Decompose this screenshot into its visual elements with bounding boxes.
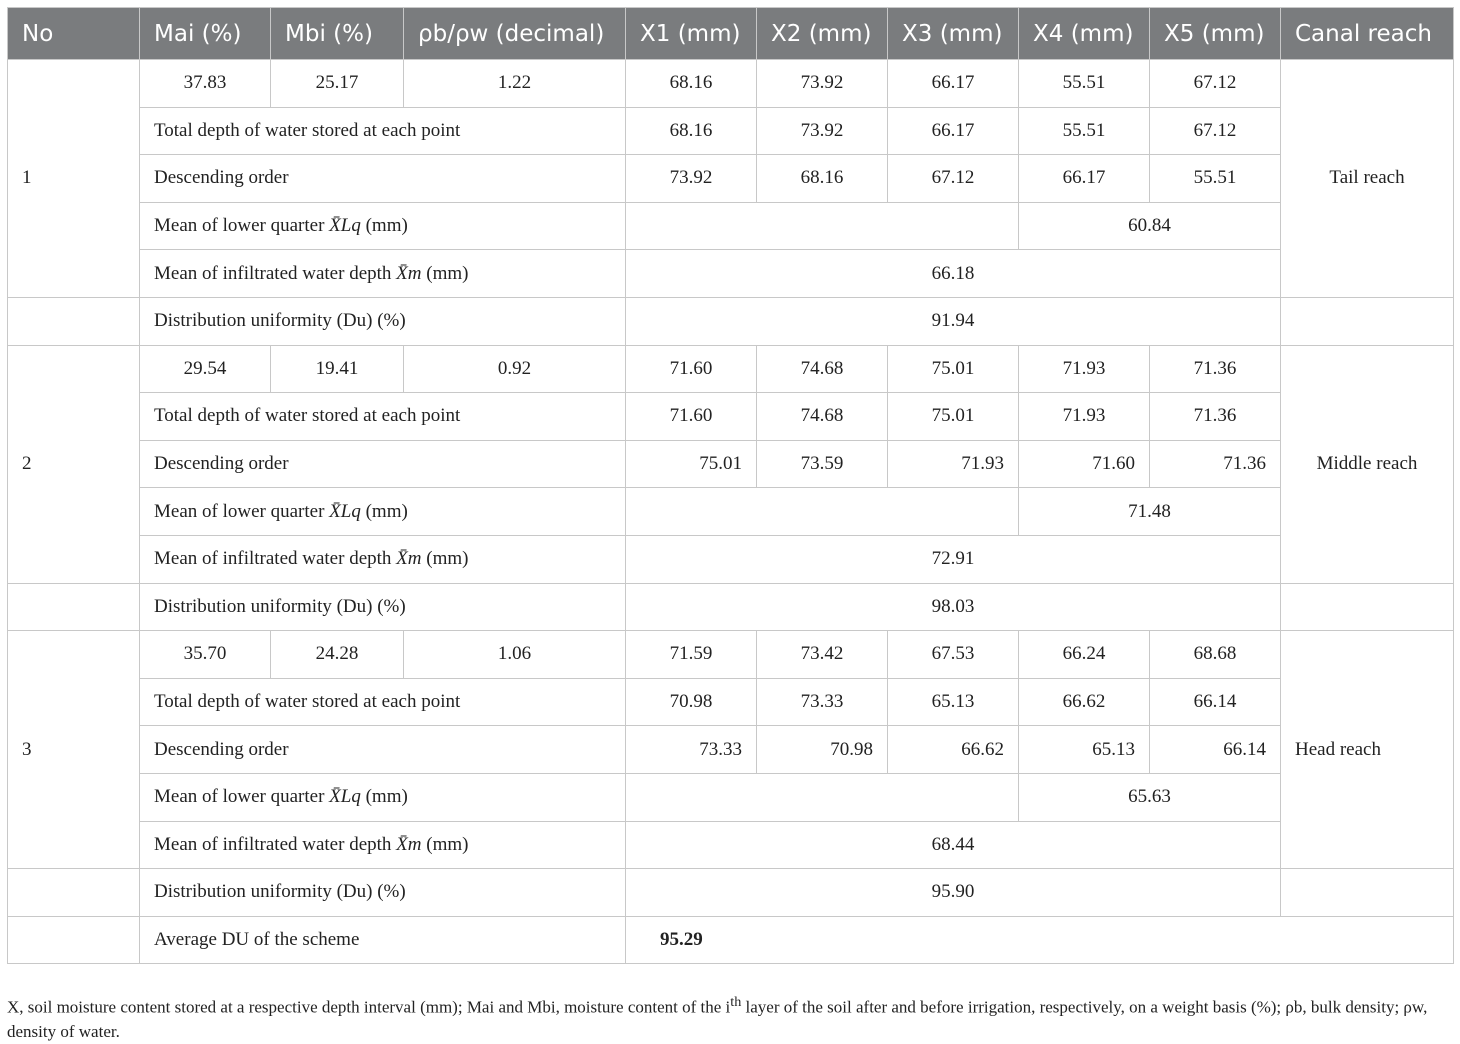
table-row [8, 773, 1454, 821]
infiltrated-label [140, 250, 626, 298]
infiltrated-label-text: Mean of infiltrated water depth [154, 548, 397, 570]
table-row [8, 869, 1454, 917]
empty-cell [8, 297, 140, 345]
footnote-text-2: layer of the soil after and before irrigation, respectively, on a weight basis (%); ρb, bulk density; ρw, density of water. [7, 997, 1428, 1041]
mai-value: 29.54 [140, 345, 271, 393]
rho-value: 1.06 [404, 631, 626, 679]
total-value: 73.33 [757, 678, 888, 726]
canal-reach: Head reach [1281, 631, 1454, 869]
lower-quarter-value: 60.84 [1019, 202, 1281, 250]
header-x5: X5 (mm) [1150, 8, 1281, 60]
lower-quarter-label [140, 488, 626, 536]
mbi-value: 19.41 [271, 345, 404, 393]
descending-value: 73.33 [626, 726, 757, 774]
canal-reach: Middle reach [1281, 345, 1454, 583]
table-row [8, 583, 1454, 631]
empty-cell [8, 916, 140, 964]
table-row [8, 60, 1454, 108]
du-label: Distribution uniformity (Du) (%) [140, 583, 626, 631]
canal-reach: Tail reach [1281, 60, 1454, 298]
du-label: Distribution uniformity (Du) (%) [140, 869, 626, 917]
table-row [8, 488, 1454, 536]
x5-value: 67.12 [1150, 60, 1281, 108]
total-value: 71.36 [1150, 393, 1281, 441]
infiltrated-label [140, 821, 626, 869]
x3-value: 67.53 [888, 631, 1019, 679]
lower-quarter-unit: (mm) [360, 786, 408, 808]
descending-value: 73.92 [626, 155, 757, 203]
x3-value: 66.17 [888, 60, 1019, 108]
rho-value: 1.22 [404, 60, 626, 108]
rho-value: 0.92 [404, 345, 626, 393]
table-row [8, 345, 1454, 393]
descending-value: 75.01 [626, 440, 757, 488]
lower-quarter-label-text: Mean of lower quarter [154, 500, 330, 522]
table-row [8, 916, 1454, 964]
du-value: 95.90 [626, 869, 1281, 917]
header-mbi: Mbi (%) [271, 8, 404, 60]
x2-value: 73.92 [757, 60, 888, 108]
descending-value: 67.12 [888, 155, 1019, 203]
total-depth-label: Total depth of water stored at each point [140, 393, 626, 441]
empty-cell [626, 773, 1019, 821]
empty-cell [626, 202, 1019, 250]
table-row [8, 726, 1454, 774]
header-row [8, 8, 1454, 60]
empty-cell [626, 488, 1019, 536]
lower-quarter-label-text: Mean of lower quarter [154, 786, 330, 808]
infiltrated-unit: (mm) [421, 833, 469, 855]
table-row [8, 202, 1454, 250]
lower-quarter-label [140, 202, 626, 250]
total-value: 67.12 [1150, 107, 1281, 155]
mbi-value: 24.28 [271, 631, 404, 679]
lower-quarter-unit: (mm) [360, 215, 408, 237]
table-row [8, 678, 1454, 726]
infiltrated-label-text: Mean of infiltrated water depth [154, 833, 397, 855]
header-rho: ρb/ρw (decimal) [404, 8, 626, 60]
du-value: 98.03 [626, 583, 1281, 631]
descending-value: 73.59 [757, 440, 888, 488]
total-value: 73.92 [757, 107, 888, 155]
x1-value: 71.60 [626, 345, 757, 393]
lower-quarter-value: 71.48 [1019, 488, 1281, 536]
x5-value: 71.36 [1150, 345, 1281, 393]
mai-value: 37.83 [140, 60, 271, 108]
descending-label: Descending order [140, 440, 626, 488]
descending-value: 71.93 [888, 440, 1019, 488]
infiltrated-label [140, 535, 626, 583]
group-number: 1 [8, 60, 140, 298]
x2-value: 74.68 [757, 345, 888, 393]
infiltrated-symbol: X̄m [396, 262, 422, 284]
total-value: 71.60 [626, 393, 757, 441]
empty-cell [1281, 869, 1454, 917]
descending-value: 71.60 [1019, 440, 1150, 488]
lower-quarter-symbol: X̄Lq [329, 215, 361, 237]
footnote-superscript: th [730, 994, 742, 1010]
total-depth-label: Total depth of water stored at each point [140, 107, 626, 155]
descending-value: 70.98 [757, 726, 888, 774]
group-number: 3 [8, 631, 140, 869]
lower-quarter-label-text: Mean of lower quarter [154, 215, 330, 237]
footnote-text-1: X, soil moisture content stored at a respective depth interval (mm); Mai and Mbi, moisture content of the i [7, 997, 731, 1017]
mbi-value: 25.17 [271, 60, 404, 108]
table-footnote [7, 990, 1453, 1044]
du-value: 91.94 [626, 297, 1281, 345]
total-value: 66.62 [1019, 678, 1150, 726]
x4-value: 71.93 [1019, 345, 1150, 393]
lower-quarter-value: 65.63 [1019, 773, 1281, 821]
header-no: No [8, 8, 140, 60]
total-value: 65.13 [888, 678, 1019, 726]
du-label: Distribution uniformity (Du) (%) [140, 297, 626, 345]
table-row [8, 393, 1454, 441]
infiltrated-label-text: Mean of infiltrated water depth [154, 262, 397, 284]
table-row [8, 297, 1454, 345]
header-x4: X4 (mm) [1019, 8, 1150, 60]
x1-value: 68.16 [626, 60, 757, 108]
x4-value: 66.24 [1019, 631, 1150, 679]
infiltrated-symbol: X̄m [396, 548, 422, 570]
infiltrated-symbol: X̄m [396, 833, 422, 855]
descending-value: 68.16 [757, 155, 888, 203]
descending-value: 66.62 [888, 726, 1019, 774]
total-value: 68.16 [626, 107, 757, 155]
header-mai: Mai (%) [140, 8, 271, 60]
total-value: 75.01 [888, 393, 1019, 441]
average-du-value: 95.29 [626, 916, 1454, 964]
total-depth-label: Total depth of water stored at each point [140, 678, 626, 726]
x5-value: 68.68 [1150, 631, 1281, 679]
empty-cell [1281, 583, 1454, 631]
group-number: 2 [8, 345, 140, 583]
header-canal-reach: Canal reach [1281, 8, 1454, 60]
mai-value: 35.70 [140, 631, 271, 679]
table-row [8, 107, 1454, 155]
lower-quarter-unit: (mm) [360, 500, 408, 522]
total-value: 55.51 [1019, 107, 1150, 155]
descending-value: 55.51 [1150, 155, 1281, 203]
table-row [8, 250, 1454, 298]
table-row [8, 535, 1454, 583]
descending-value: 65.13 [1019, 726, 1150, 774]
distribution-uniformity-table [7, 7, 1454, 964]
header-x1: X1 (mm) [626, 8, 757, 60]
descending-value: 71.36 [1150, 440, 1281, 488]
header-x3: X3 (mm) [888, 8, 1019, 60]
descending-value: 66.14 [1150, 726, 1281, 774]
total-value: 66.14 [1150, 678, 1281, 726]
table-row [8, 631, 1454, 679]
empty-cell [8, 583, 140, 631]
descending-label: Descending order [140, 155, 626, 203]
infiltrated-unit: (mm) [421, 548, 469, 570]
total-value: 70.98 [626, 678, 757, 726]
infiltrated-value: 68.44 [626, 821, 1281, 869]
table-row [8, 440, 1454, 488]
table-row [8, 155, 1454, 203]
table-row [8, 821, 1454, 869]
lower-quarter-symbol: X̄Lq [329, 500, 361, 522]
empty-cell [8, 869, 140, 917]
total-value: 66.17 [888, 107, 1019, 155]
x3-value: 75.01 [888, 345, 1019, 393]
empty-cell [1281, 297, 1454, 345]
infiltrated-unit: (mm) [421, 262, 469, 284]
x2-value: 73.42 [757, 631, 888, 679]
lower-quarter-label [140, 773, 626, 821]
total-value: 74.68 [757, 393, 888, 441]
x4-value: 55.51 [1019, 60, 1150, 108]
average-du-label: Average DU of the scheme [140, 916, 626, 964]
header-x2: X2 (mm) [757, 8, 888, 60]
total-value: 71.93 [1019, 393, 1150, 441]
descending-value: 66.17 [1019, 155, 1150, 203]
infiltrated-value: 66.18 [626, 250, 1281, 298]
infiltrated-value: 72.91 [626, 535, 1281, 583]
lower-quarter-symbol: X̄Lq [329, 786, 361, 808]
descending-label: Descending order [140, 726, 626, 774]
x1-value: 71.59 [626, 631, 757, 679]
